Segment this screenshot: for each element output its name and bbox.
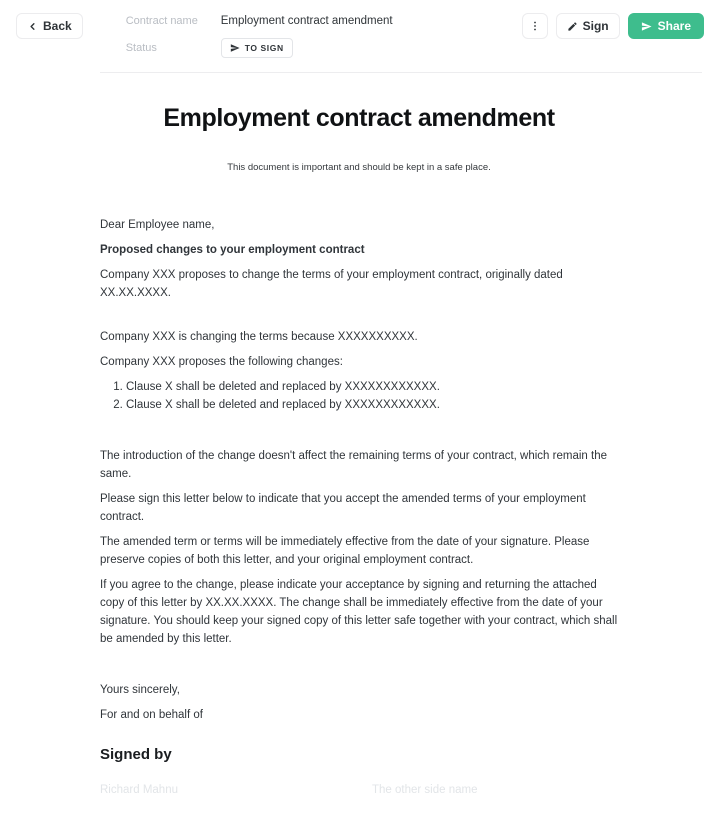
sign-button-label: Sign [582,19,609,33]
document-page [0,104,720,799]
signature-row [100,781,618,799]
kebab-icon [529,20,541,32]
paragraph: Please sign this letter below to indicate that you accept the amended terms of your employment contract. [100,493,586,523]
paragraph: Company XXX proposes the following changes: [100,356,343,368]
list-item: 1. Clause X shall be deleted and replaced by XXXXXXXXXXXX. [126,378,618,396]
paragraph: Company XXX proposes to change the terms of your employment contract, originally dated XX.XX.XXXX. [100,269,563,299]
pen-icon [567,21,578,32]
back-button[interactable] [16,13,83,39]
back-button-label: Back [43,19,72,33]
share-button[interactable] [628,13,704,39]
contract-name-value: Employment contract amendment [220,15,393,27]
paragraph: If you agree to the change, please indicate your acceptance by signing and returning the attached copy of this letter by XX.XX.XXXX. The change shall be immediately effective from the date of your signature. You should keep your signed copy of this letter safe together with your contract, which shall be amended by this letter. [100,579,618,645]
closing-line: Yours sincerely, [100,684,180,696]
paragraph: The introduction of the change doesn't affect the remaining terms of your contract, which remain the same. [100,450,607,480]
paragraph: The amended term or terms will be immediately effective from the date of your signature. Please preserve copies of both this letter, and your original employment contract. [100,536,590,566]
share-button-label: Share [657,19,691,33]
send-icon [641,21,652,32]
status-label: Status [125,42,157,54]
signed-by-heading: Signed by [100,746,172,763]
document-title: Employment contract amendment [163,104,555,132]
signer-name-right: The other side name [372,784,478,796]
contract-name-label: Contract name [125,15,198,27]
document-body [100,216,618,799]
section-heading: Proposed changes to your employment contract [100,244,365,256]
status-badge-label: TO SIGN [244,43,284,53]
kebab-menu-button[interactable] [522,13,548,39]
header-actions [522,13,704,39]
signer-name-left: Richard Mahnu [100,784,178,796]
changes-list [100,378,618,414]
list-item: 2. Clause X shall be deleted and replaced by XXXXXXXXXXXX. [126,396,618,414]
chevron-left-icon [27,21,38,32]
status-badge [221,38,293,58]
sign-button[interactable] [556,13,620,39]
paragraph: Company XXX is changing the terms because XXXXXXXXXX. [100,331,418,343]
document-subtitle: This document is important and should be kept in a safe place. [227,162,491,173]
paper-plane-icon [230,43,240,53]
contract-meta [126,15,393,58]
closing-line: For and on behalf of [100,709,203,721]
header [0,0,720,72]
salutation: Dear Employee name, [100,219,215,231]
header-divider [100,72,702,73]
